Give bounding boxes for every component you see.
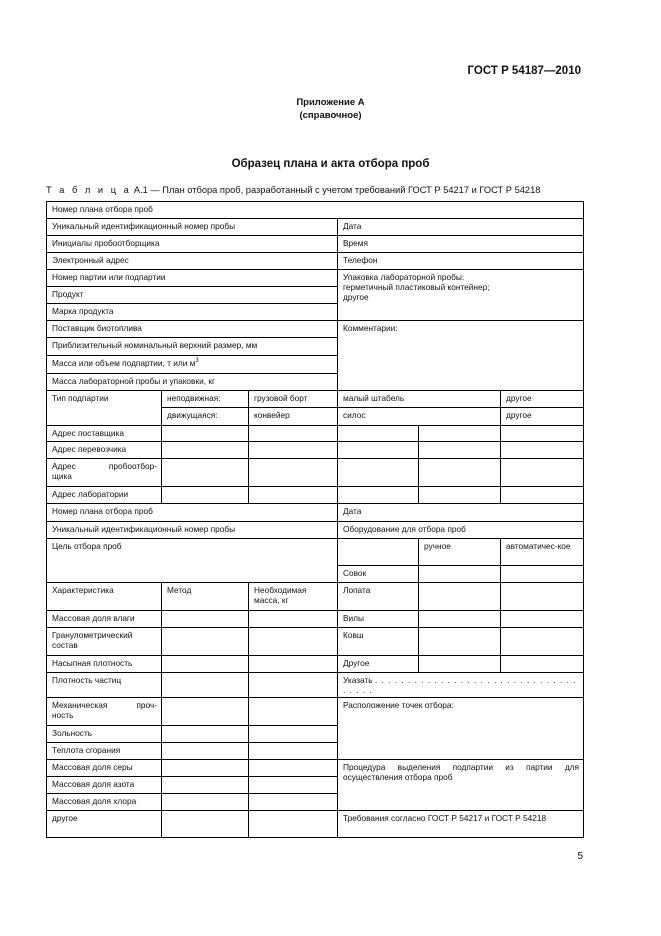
empty-cell xyxy=(249,426,338,442)
empty-cell xyxy=(501,459,584,487)
form-cell: Электронный адрес xyxy=(47,253,338,270)
empty-cell xyxy=(249,656,338,673)
superscript: 3 xyxy=(195,358,199,364)
empty-cell xyxy=(419,566,501,583)
form-cell xyxy=(47,459,162,487)
empty-cell xyxy=(162,726,249,743)
form-cell: Плотность частиц xyxy=(47,673,162,698)
comments-cell: Комментарии: xyxy=(338,321,584,391)
table-row xyxy=(47,391,584,408)
standard-number: ГОСТ Р 54187—2010 xyxy=(467,65,581,77)
packaging-option: другое xyxy=(343,292,369,302)
form-cell: Массовая доля влаги xyxy=(47,611,162,628)
table-row xyxy=(47,673,584,698)
page-number: 5 xyxy=(577,851,583,862)
form-cell: Насыпная плотность xyxy=(47,656,162,673)
empty-cell xyxy=(162,760,249,777)
form-cell: Уникальный идентификационный номер пробы xyxy=(47,522,338,539)
empty-cell xyxy=(249,794,338,811)
form-cell: Приблизительный номинальный верхний размер, мм xyxy=(47,338,338,356)
specify-dots: . . . . . . . . . . . . . . . . . . . . . . . . . . . . . . . . . . . . xyxy=(343,675,577,695)
form-cell: Цель отбора проб xyxy=(47,539,338,583)
empty-cell xyxy=(501,442,584,459)
table-row xyxy=(47,539,584,566)
form-cell: Характеристика xyxy=(47,583,162,611)
form-cell: Дата xyxy=(338,504,584,522)
requirements-text: Требования согласно ГОСТ Р 54217 и ГОСТ Р 54218 xyxy=(343,813,547,823)
form-cell: Адрес перевозчика xyxy=(47,442,162,459)
empty-cell xyxy=(249,743,338,760)
table-row xyxy=(47,442,584,459)
empty-cell xyxy=(338,487,419,504)
specify-label: Указать xyxy=(343,675,373,685)
form-cell xyxy=(47,698,162,726)
empty-cell xyxy=(419,487,501,504)
form-cell: движущаяся: xyxy=(162,408,249,426)
form-cell: Метод xyxy=(162,583,249,611)
form-cell: Расположение точек отбора: xyxy=(338,698,584,760)
table-caption xyxy=(46,185,540,195)
empty-cell xyxy=(162,794,249,811)
form-cell: Адрес лаборатории xyxy=(47,487,162,504)
empty-cell xyxy=(162,673,249,698)
empty-cell xyxy=(249,487,338,504)
empty-cell xyxy=(501,487,584,504)
sampling-plan-table xyxy=(46,201,584,838)
form-cell xyxy=(338,811,584,838)
form-cell: Гранулометрический состав xyxy=(47,628,162,656)
form-cell: Теплота сгорания xyxy=(47,743,162,760)
empty-cell xyxy=(501,583,584,611)
empty-cell xyxy=(419,583,501,611)
form-cell: Зольность xyxy=(47,726,162,743)
empty-cell xyxy=(419,442,501,459)
empty-cell xyxy=(249,760,338,777)
empty-cell xyxy=(419,459,501,487)
form-cell: Массовая доля хлора xyxy=(47,794,162,811)
empty-cell xyxy=(162,611,249,628)
mass-volume-label: Масса или объем подпартии, т или м xyxy=(52,358,196,368)
empty-cell xyxy=(162,656,249,673)
empty-cell xyxy=(419,656,501,673)
table-caption-prefix: Т а б л и ц а xyxy=(46,185,132,195)
form-cell: Уникальный идентификационный номер пробы xyxy=(47,219,338,236)
empty-cell xyxy=(162,426,249,442)
empty-cell xyxy=(162,743,249,760)
empty-cell xyxy=(162,777,249,794)
table-row xyxy=(47,459,584,487)
table-row xyxy=(47,522,584,539)
empty-cell xyxy=(338,459,419,487)
empty-cell xyxy=(338,539,419,566)
empty-cell xyxy=(162,442,249,459)
packaging-option: герметичный пластиковый контейнер; xyxy=(343,282,490,292)
empty-cell xyxy=(338,442,419,459)
table-row xyxy=(47,202,584,219)
form-cell: Телефон xyxy=(338,253,584,270)
form-cell: Тип подпартии xyxy=(47,391,162,426)
empty-cell xyxy=(501,611,584,628)
empty-cell xyxy=(501,656,584,673)
form-cell: Оборудование для отбора проб xyxy=(338,522,584,539)
table-row xyxy=(47,583,584,611)
table-row xyxy=(47,760,584,777)
table-row xyxy=(47,270,584,287)
form-cell: Поставщик биотоплива xyxy=(47,321,338,338)
procedure-text: Процедура выделения подпартии из партии для осуществления отбора проб xyxy=(343,762,579,782)
form-cell: Адрес поставщика xyxy=(47,426,162,442)
form-cell: Массовая доля серы xyxy=(47,760,162,777)
form-cell: Ковш xyxy=(338,628,419,656)
table-row xyxy=(47,321,584,338)
packaging-label: Упаковка лабораторной пробы: xyxy=(343,272,465,282)
empty-cell xyxy=(501,628,584,656)
table-row xyxy=(47,611,584,628)
table-row xyxy=(47,236,584,253)
page-title: Образец плана и акта отбора проб xyxy=(231,158,430,170)
empty-cell xyxy=(419,426,501,442)
form-cell: Массовая доля азота xyxy=(47,777,162,794)
form-cell: Лопата xyxy=(338,583,419,611)
form-cell: грузовой борт xyxy=(249,391,338,408)
empty-cell xyxy=(162,698,249,726)
mech-strength-line: Механическая проч- xyxy=(52,700,157,710)
empty-cell xyxy=(249,726,338,743)
empty-cell xyxy=(419,628,501,656)
sampler-address-line: щика xyxy=(52,471,72,481)
table-row xyxy=(47,219,584,236)
form-cell: другое xyxy=(501,408,584,426)
form-cell: конвейер xyxy=(249,408,338,426)
form-cell: Вилы xyxy=(338,611,419,628)
form-cell: Масса лабораторной пробы и упаковки, кг xyxy=(47,374,338,391)
table-row xyxy=(47,253,584,270)
empty-cell xyxy=(249,777,338,794)
form-cell: автоматичес-кое xyxy=(501,539,584,566)
form-cell: Время xyxy=(338,236,584,253)
empty-cell xyxy=(162,487,249,504)
empty-cell xyxy=(501,566,584,583)
form-cell: Продукт xyxy=(47,287,338,304)
table-row xyxy=(47,698,584,726)
table-caption-text: А.1 — План отбора проб, разработанный с учетом требований ГОСТ Р 54217 и ГОСТ Р 54218 xyxy=(131,185,541,195)
form-cell: неподвижная: xyxy=(162,391,249,408)
form-cell: Другое xyxy=(338,656,419,673)
form-cell: малый штабель xyxy=(338,391,501,408)
form-cell: Номер плана отбора проб xyxy=(47,504,338,522)
empty-cell xyxy=(162,811,249,838)
form-cell: Номер плана отбора проб xyxy=(47,202,584,219)
table-row xyxy=(47,656,584,673)
form-cell: другое xyxy=(47,811,162,838)
empty-cell xyxy=(249,811,338,838)
empty-cell xyxy=(419,611,501,628)
form-cell: другое xyxy=(501,391,584,408)
empty-cell xyxy=(501,426,584,442)
form-cell xyxy=(338,760,584,811)
appendix-title: Приложение А xyxy=(296,97,365,108)
form-cell: Дата xyxy=(338,219,584,236)
empty-cell xyxy=(338,426,419,442)
form-cell: Марка продукта xyxy=(47,304,338,321)
form-cell: Инициалы пробоотборщика xyxy=(47,236,338,253)
form-cell: силос xyxy=(338,408,501,426)
sampler-address-line: Адрес пробоотбор- xyxy=(52,461,157,471)
mech-strength-line: ность xyxy=(52,710,74,720)
table-row xyxy=(47,504,584,522)
table-row xyxy=(47,811,584,838)
table-row xyxy=(47,487,584,504)
form-cell xyxy=(47,356,338,374)
empty-cell xyxy=(249,698,338,726)
empty-cell xyxy=(249,442,338,459)
table-row xyxy=(47,426,584,442)
form-cell: ручное xyxy=(419,539,501,566)
empty-cell xyxy=(162,459,249,487)
form-cell: Номер партии или подпартии xyxy=(47,270,338,287)
empty-cell xyxy=(249,628,338,656)
empty-cell xyxy=(249,673,338,698)
appendix-type: (справочное) xyxy=(299,110,362,121)
empty-cell xyxy=(162,628,249,656)
form-cell: Совок xyxy=(338,566,419,583)
table-row xyxy=(47,628,584,656)
packaging-cell xyxy=(338,270,584,321)
form-cell xyxy=(338,673,584,698)
form-cell: Необходимая масса, кг xyxy=(249,583,338,611)
empty-cell xyxy=(249,611,338,628)
empty-cell xyxy=(249,459,338,487)
